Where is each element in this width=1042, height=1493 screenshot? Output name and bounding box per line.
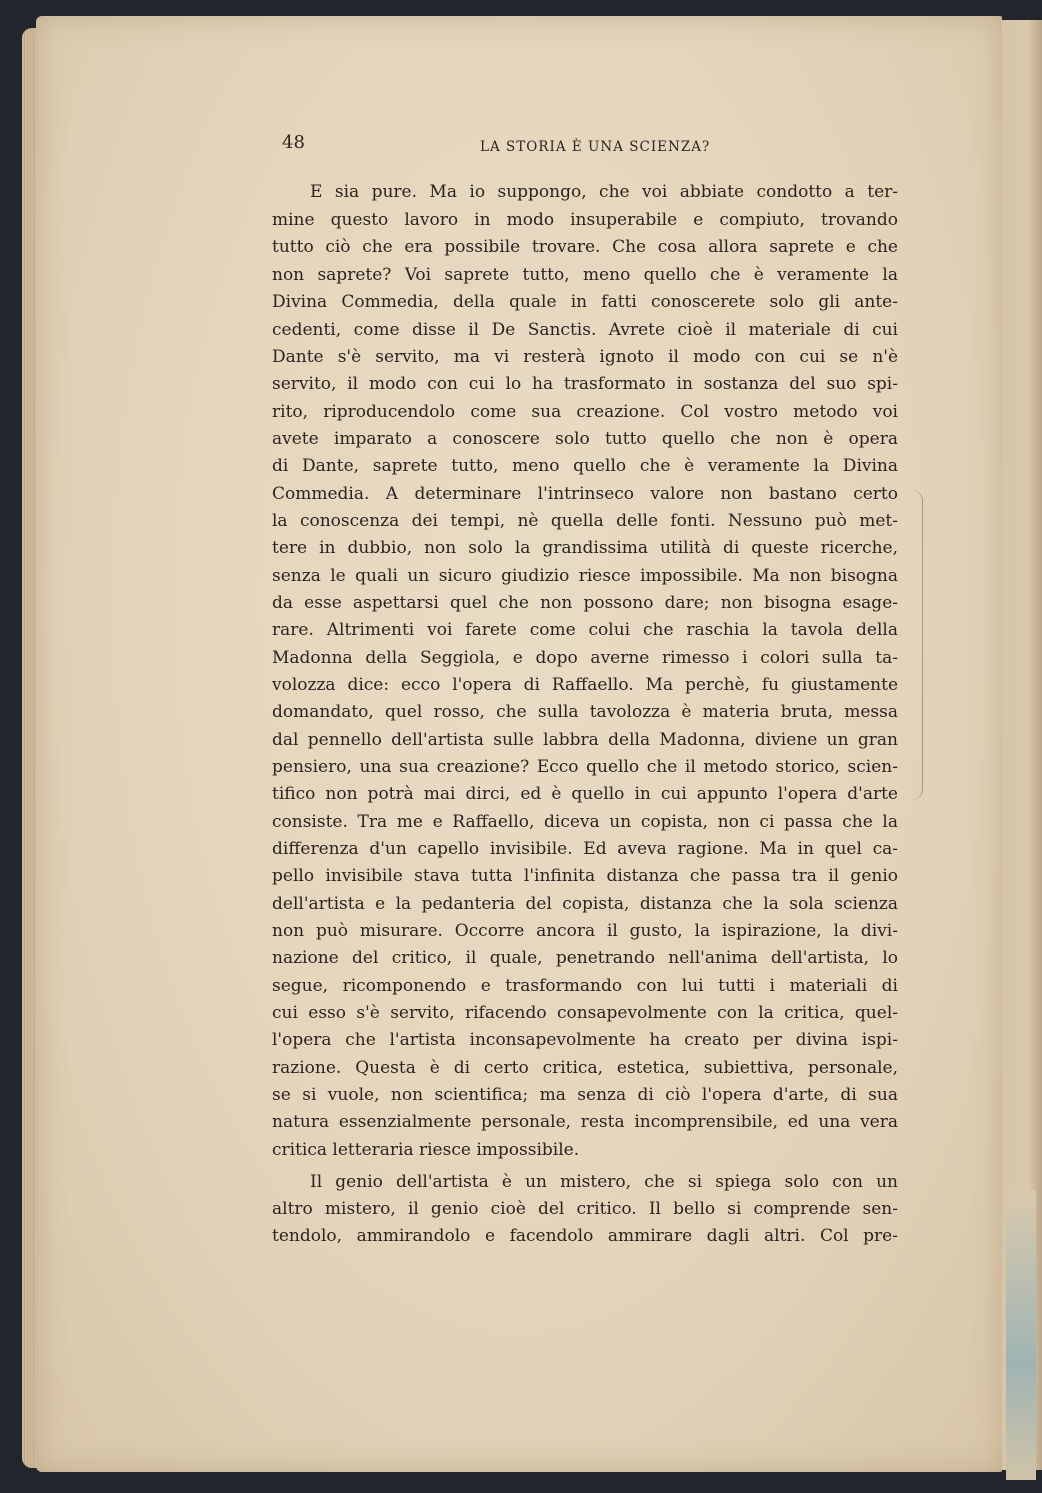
text-line: altro mistero, il genio cioè del critico. Il bello si comprende sen- [272, 1199, 898, 1219]
text-line: Divina Commedia, della quale in fatti conoscerete solo gli ante- [272, 292, 898, 312]
text-line: da esse aspettarsi quel che non possono dare; non bisogna esage- [272, 593, 898, 613]
text-line: pensiero, una sua creazione? Ecco quello che il metodo storico, scien- [272, 757, 898, 777]
text-line: cedenti, come disse il De Sanctis. Avrete cioè il materiale di cui [272, 320, 898, 340]
text-line: rito, riproducendolo come sua creazione. Col vostro metodo voi [272, 402, 898, 422]
text-line: non saprete? Voi saprete tutto, meno quello che è veramente la [272, 265, 898, 285]
text-line: l'opera che l'artista inconsapevolmente ha creato per divina ispi- [272, 1030, 898, 1050]
text-line: senza le quali un sicuro giudizio riesce impossibile. Ma non bisogna [272, 566, 898, 586]
text-line: tifico non potrà mai dirci, ed è quello in cui appunto l'opera d'arte [272, 784, 898, 804]
text-line: pello invisibile stava tutta l'infinita distanza che passa tra il genio [272, 866, 898, 886]
text-line: volozza dice: ecco l'opera di Raffaello. Ma perchè, fu giustamente [272, 675, 898, 695]
text-line: avete imparato a conoscere solo tutto quello che non è opera [272, 429, 898, 449]
text-line: servito, il modo con cui lo ha trasformato in sostanza del suo spi- [272, 374, 898, 394]
text-line: la conoscenza dei tempi, nè quella delle fonti. Nessuno può met- [272, 511, 898, 531]
text-line: mine questo lavoro in modo insuperabile e compiuto, trovando [272, 210, 898, 230]
page-tab-marker [1006, 1190, 1036, 1480]
text-line: Madonna della Seggiola, e dopo averne rimesso i colori sulla ta- [272, 648, 898, 668]
text-line: tutto ciò che era possibile trovare. Che cosa allora saprete e che [272, 237, 898, 257]
text-line: domandato, quel rosso, che sulla tavolozza è materia bruta, messa [272, 702, 898, 722]
text-line: natura essenzialmente personale, resta incomprensibile, ed una vera [272, 1112, 898, 1132]
text-line: nazione del critico, il quale, penetrando nell'anima dell'artista, lo [272, 948, 898, 968]
text-line: dell'artista e la pedanteria del copista, distanza che la sola scienza [272, 894, 898, 914]
text-line: rare. Altrimenti voi farete come colui che raschia la tavola della [272, 620, 898, 640]
text-line: critica letteraria riesce impossibile. [272, 1140, 580, 1160]
text-line: di Dante, saprete tutto, meno quello che è veramente la Divina [272, 456, 898, 476]
text-line: segue, ricomponendo e trasformando con lui tutti i materiali di [272, 976, 898, 996]
text-line: Commedia. A determinare l'intrinseco valore non bastano certo [272, 484, 898, 504]
text-line: tendolo, ammirandolo e facendolo ammirare dagli altri. Col pre- [272, 1226, 898, 1246]
running-title: LA STORIA È UNA SCIENZA? [480, 139, 711, 155]
text-line: non può misurare. Occorre ancora il gusto, la ispirazione, la divi- [272, 921, 898, 941]
text-line: razione. Questa è di certo critica, estetica, subiettiva, personale, [272, 1058, 898, 1078]
text-line: Il genio dell'artista è un mistero, che si spiega solo con un [310, 1172, 898, 1192]
text-line: se si vuole, non scientifica; ma senza di ciò l'opera d'arte, di sua [272, 1085, 898, 1105]
text-line: Dante s'è servito, ma vi resterà ignoto il modo con cui se n'è [272, 347, 898, 367]
margin-pencil-mark [912, 490, 923, 800]
facing-page-edge [998, 20, 1042, 1470]
text-line: differenza d'un capello invisibile. Ed aveva ragione. Ma in quel ca- [272, 839, 898, 859]
text-line: E sia pure. Ma io suppongo, che voi abbiate condotto a ter- [310, 182, 898, 202]
text-line: tere in dubbio, non solo la grandissima utilità di queste ricerche, [272, 538, 898, 558]
text-line: consiste. Tra me e Raffaello, diceva un copista, non ci passa che la [272, 812, 898, 832]
page-number: 48 [282, 132, 305, 153]
text-line: cui esso s'è servito, rifacendo consapevolmente con la critica, quel- [272, 1003, 898, 1023]
text-line: dal pennello dell'artista sulle labbra della Madonna, diviene un gran [272, 730, 898, 750]
